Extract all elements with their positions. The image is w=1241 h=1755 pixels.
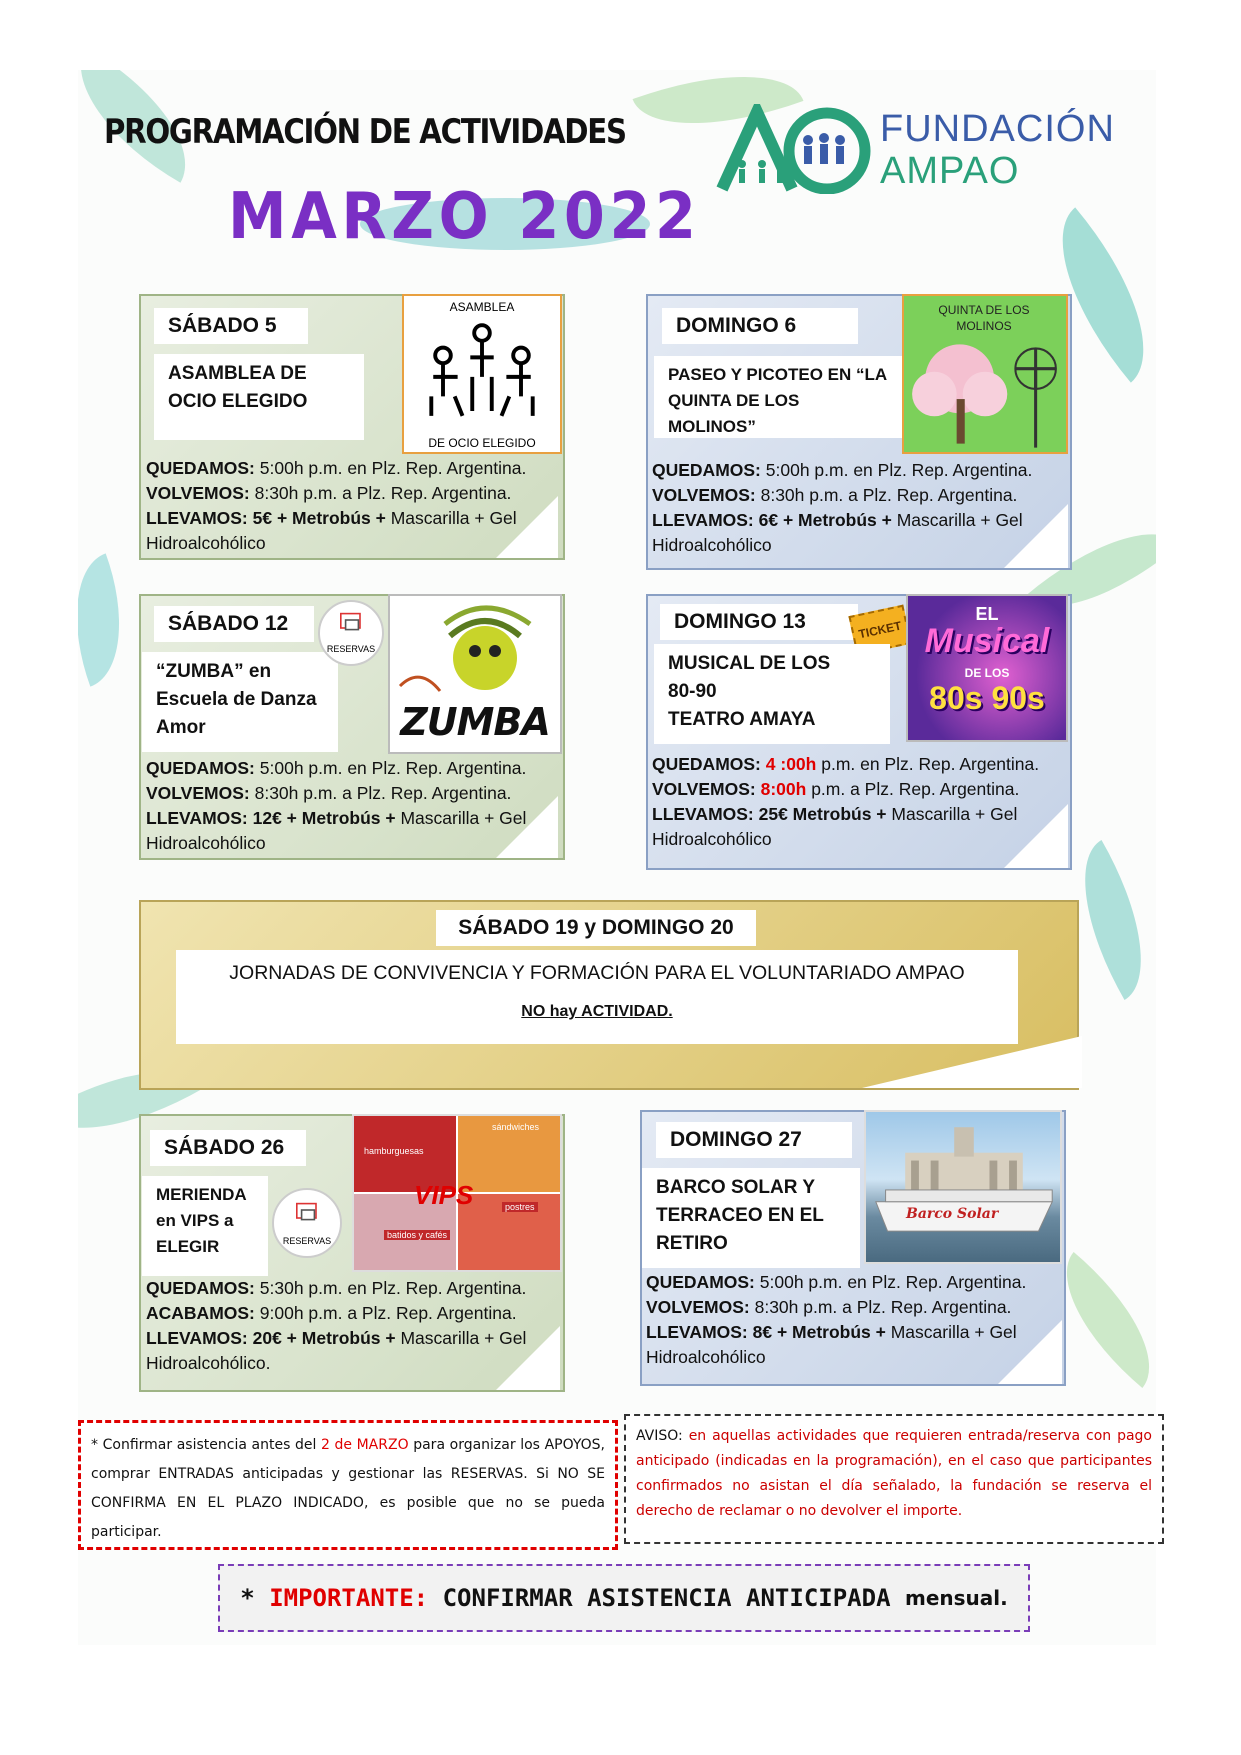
activity-line: RETIRO bbox=[656, 1233, 728, 1254]
reservas-badge bbox=[272, 1188, 342, 1258]
musical-80s-image bbox=[906, 594, 1068, 742]
event-day: SÁBADO 12 bbox=[154, 606, 314, 642]
reservas-label: RESERVAS bbox=[282, 1236, 332, 1246]
llevamos-line: LLEVAMOS: 8€ + Metrobús + Mascarilla + Gel Hidroalcohólico bbox=[646, 1322, 1017, 1367]
event-details bbox=[652, 458, 1062, 558]
musical-text: DE LOS bbox=[964, 666, 1010, 680]
llevamos-line: LLEVAMOS: 20€ + Metrobús + Mascarilla + Gel Hidroalcohólico. bbox=[146, 1328, 527, 1373]
musical-text: EL bbox=[975, 604, 999, 624]
collage-label: batidos y cafés bbox=[384, 1230, 450, 1240]
event-details bbox=[646, 1270, 1056, 1370]
event-day: SÁBADO 5 bbox=[154, 308, 308, 344]
important-star: * bbox=[240, 1584, 255, 1612]
windmill-blossom-icon bbox=[904, 336, 1066, 452]
zumba-image bbox=[388, 594, 562, 754]
volvemos-line: VOLVEMOS: 8:30h p.m. a Plz. Rep. Argentina. bbox=[652, 485, 1018, 505]
event-activity: ASAMBLEA DE OCIO ELEGIDO bbox=[154, 354, 364, 440]
important-label: IMPORTANTE: bbox=[269, 1584, 429, 1612]
activity-line: ELEGIR bbox=[156, 1237, 220, 1256]
event-activity bbox=[654, 644, 890, 744]
llevamos-line: LLEVAMOS: 12€ + Metrobús + Mascarilla + Gel Hidroalcohólico bbox=[146, 808, 527, 853]
event-activity: “ZUMBA” en Escuela de Danza Amor bbox=[142, 652, 338, 752]
image-caption-top: QUINTA DE LOS MOLINOS bbox=[938, 303, 1030, 333]
event-day: SÁBADO 26 bbox=[150, 1130, 306, 1166]
note-deadline: 2 de MARZO bbox=[320, 1437, 409, 1453]
fundacion-logo bbox=[712, 104, 1132, 194]
boat-name: Barco Solar bbox=[906, 1206, 999, 1222]
image-caption-bottom: DE OCIO ELEGIDO bbox=[428, 436, 536, 450]
leaf-decoration bbox=[78, 553, 147, 686]
quinta-molinos-image bbox=[902, 294, 1068, 454]
activity-line: BARCO SOLAR Y bbox=[656, 1177, 816, 1198]
reservas-badge bbox=[318, 600, 384, 666]
vips-logo: VIPS bbox=[414, 1180, 474, 1210]
event-day: DOMINGO 13 bbox=[660, 604, 858, 640]
collage-label: sándwiches bbox=[492, 1122, 540, 1132]
note-text: * Confirmar asistencia antes del bbox=[91, 1437, 317, 1453]
quedamos-line: QUEDAMOS: 5:00h p.m. en Plz. Rep. Argentina. bbox=[646, 1272, 1027, 1292]
weekend-day: SÁBADO 19 y DOMINGO 20 bbox=[436, 910, 756, 946]
acabamos-line: ACABAMOS: 9:00h p.m. a Plz. Rep. Argentina. bbox=[146, 1303, 517, 1323]
reservas-label: RESERVAS bbox=[326, 644, 376, 654]
image-caption-top: ASAMBLEA bbox=[449, 300, 515, 314]
volvemos-line: VOLVEMOS: 8:30h p.m. a Plz. Rep. Argentina. bbox=[146, 483, 512, 503]
weekend-content bbox=[176, 950, 1018, 1044]
event-details bbox=[652, 752, 1066, 852]
musical-text: Musical bbox=[924, 622, 1050, 660]
quedamos-line: QUEDAMOS: 5:30h p.m. en Plz. Rep. Argentina. bbox=[146, 1278, 527, 1298]
activity-line: TERRACEO EN EL bbox=[656, 1205, 824, 1226]
collage-label: hamburguesas bbox=[364, 1146, 424, 1156]
activity-line: en VIPS a bbox=[156, 1211, 234, 1230]
zumba-wordmark: ZUMBA bbox=[400, 700, 550, 744]
quedamos-line: QUEDAMOS: 5:00h p.m. en Plz. Rep. Argentina. bbox=[146, 758, 527, 778]
page-title: PROGRAMACIÓN DE ACTIVIDADES bbox=[104, 112, 626, 152]
event-details bbox=[146, 1276, 556, 1376]
reservation-hand-icon bbox=[292, 1202, 324, 1226]
weekend-title: JORNADAS DE CONVIVENCIA Y FORMACIÓN PARA EL VOLUNTARIADO AMPAO bbox=[229, 962, 965, 984]
collage-label: postres bbox=[502, 1202, 538, 1212]
month-title: MARZO 2022 bbox=[228, 180, 701, 254]
warning-label: AVISO: bbox=[636, 1428, 683, 1444]
event-day: DOMINGO 6 bbox=[662, 308, 858, 344]
vips-collage-image bbox=[352, 1114, 562, 1272]
asamblea-image bbox=[402, 294, 562, 454]
event-activity bbox=[142, 1176, 268, 1276]
event-activity bbox=[642, 1168, 860, 1268]
important-banner bbox=[218, 1564, 1030, 1632]
llevamos-line: LLEVAMOS: 5€ + Metrobús + Mascarilla + Gel Hidroalcohólico bbox=[146, 508, 517, 553]
weekend-note: NO hay ACTIVIDAD. bbox=[521, 1003, 673, 1020]
confirmation-note bbox=[78, 1420, 618, 1550]
quedamos-line: QUEDAMOS: 4 :00h p.m. en Plz. Rep. Argentina. bbox=[652, 754, 1040, 774]
ticket-label: TICKET bbox=[857, 618, 903, 642]
volvemos-line: VOLVEMOS: 8:30h p.m. a Plz. Rep. Argentina. bbox=[146, 783, 512, 803]
activity-line: TEATRO AMAYA bbox=[668, 709, 816, 730]
activity-line: MUSICAL DE LOS bbox=[668, 653, 831, 674]
llevamos-line: LLEVAMOS: 25€ Metrobús + Mascarilla + Gel Hidroalcohólico bbox=[652, 804, 1018, 849]
musical-text: 80s 90s bbox=[929, 680, 1045, 716]
logo-text-fundacion: FUNDACIÓN bbox=[880, 108, 1115, 150]
quedamos-line: QUEDAMOS: 5:00h p.m. en Plz. Rep. Argentina. bbox=[652, 460, 1033, 480]
event-details bbox=[146, 756, 556, 856]
event-details bbox=[146, 456, 556, 556]
people-meeting-icon bbox=[404, 318, 560, 426]
reservation-hand-icon bbox=[336, 612, 368, 636]
activity-line: 80-90 bbox=[668, 681, 717, 702]
ampao-logo-icon bbox=[712, 104, 872, 194]
logo-text-ampao: AMPAO bbox=[880, 150, 1020, 192]
warning-note bbox=[624, 1414, 1164, 1544]
boat-monument-icon bbox=[866, 1112, 1062, 1262]
warning-text: en aquellas actividades que requieren entrada/reserva con pago anticipado (indicadas en la programación), en el caso que participantes confirmados no asistan el día señalado, la fundación se reserva el derecho de reclamar o no devolver el importe. bbox=[636, 1428, 1152, 1519]
activity-line: MERIENDA bbox=[156, 1185, 247, 1204]
volvemos-line: VOLVEMOS: 8:00h p.m. a Plz. Rep. Argentina. bbox=[652, 779, 1020, 799]
event-day: DOMINGO 27 bbox=[656, 1122, 852, 1158]
event-activity: PASEO Y PICOTEO EN “LA QUINTA DE LOS MOLINOS” bbox=[654, 356, 904, 438]
llevamos-line: LLEVAMOS: 6€ + Metrobús + Mascarilla + Gel Hidroalcohólico bbox=[652, 510, 1023, 555]
note-text: para organizar los APOYOS, comprar ENTRADAS anticipadas y gestionar las RESERVAS. Si NO SE CONFIRMA EN EL PLAZO INDICADO, es posible que no se pueda participar. bbox=[91, 1437, 605, 1540]
important-suffix: mensual. bbox=[904, 1586, 1008, 1610]
quedamos-line: QUEDAMOS: 5:00h p.m. en Plz. Rep. Argentina. bbox=[146, 458, 527, 478]
barco-solar-image bbox=[864, 1110, 1062, 1264]
volvemos-line: VOLVEMOS: 8:30h p.m. a Plz. Rep. Argentina. bbox=[646, 1297, 1012, 1317]
important-text: CONFIRMAR ASISTENCIA ANTICIPADA bbox=[442, 1584, 891, 1612]
